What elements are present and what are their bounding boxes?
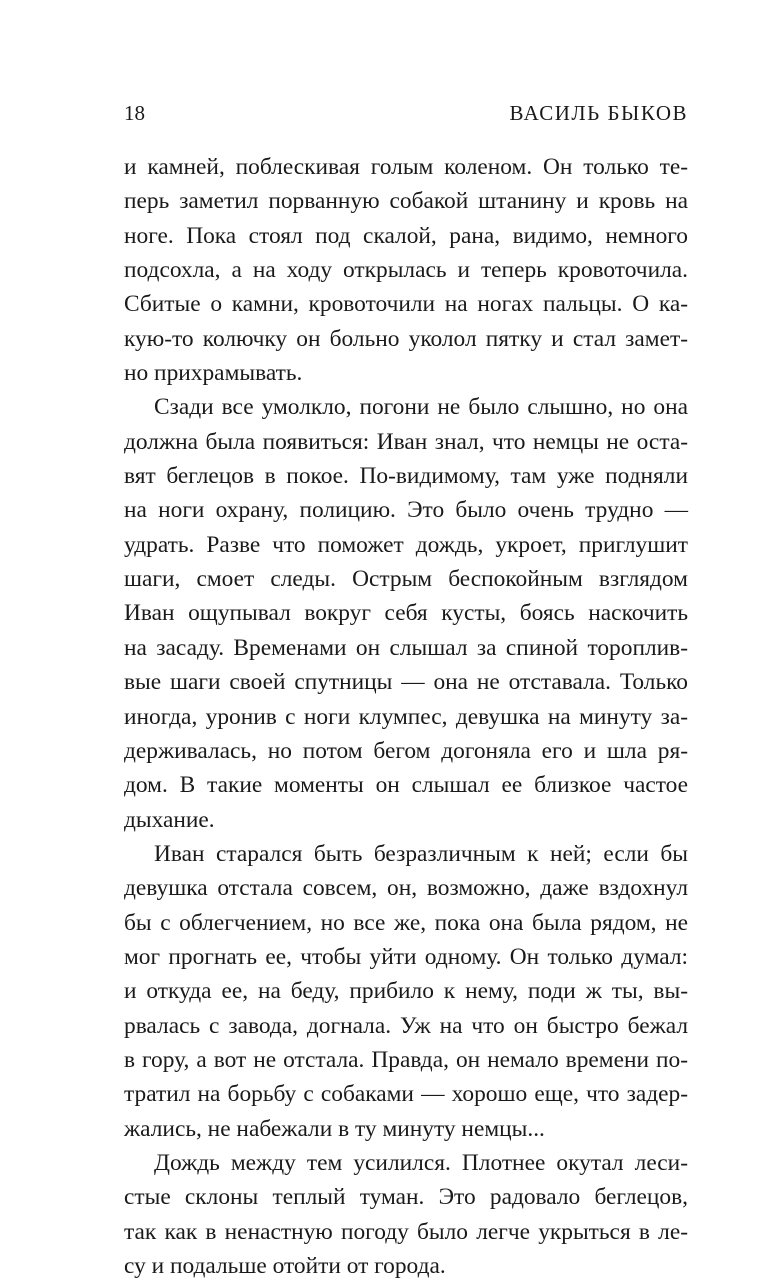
- running-title-author: ВАСИЛЬ БЫКОВ: [509, 101, 688, 125]
- text-line: мог прогнать ее, чтобы уйти одному. Он только думал:: [124, 943, 688, 970]
- page-number: 18: [124, 101, 145, 125]
- text-line: Иван ощупывал вокруг себя кусты, боясь наскочить: [124, 600, 688, 627]
- text-line: тратил на борьбу с собаками — хорошо еще, что задер-: [124, 1081, 688, 1108]
- text-line: дом. В такие моменты он слышал ее близкое частое: [124, 772, 688, 799]
- text-line: в гору, а вот не отстала. Правда, он немало времени по-: [124, 1046, 688, 1073]
- paragraph-2: [124, 390, 688, 836]
- text-line: так как в ненастную погоду было легче укрыться в ле-: [124, 1218, 688, 1245]
- text-line: жались, не набежали в ту минуту немцы...: [124, 1115, 545, 1142]
- paragraph-3: [124, 837, 688, 1146]
- text-line: подсохла, а на ходу открылась и теперь кровоточила.: [124, 257, 688, 284]
- text-line: вые шаги своей спутницы — она не отставала. Только: [124, 669, 688, 696]
- text-line: шаги, смоет следы. Острым беспокойным взглядом: [124, 566, 688, 593]
- text-line: иногда, уронив с ноги клумпес, девушка на минуту за-: [124, 703, 688, 730]
- text-line: и откуда ее, на беду, прибило к нему, поди ж ты, вы-: [124, 978, 688, 1005]
- text-line: Сбитые о камни, кровоточили на ногах пальцы. О ка-: [124, 291, 688, 318]
- paragraph-1: [124, 150, 688, 390]
- text-line: Дождь между тем усилился. Плотнее окутал леси-: [154, 1149, 688, 1176]
- text-line: удрать. Разве что поможет дождь, укроет, приглушит: [124, 531, 688, 558]
- text-line: на засаду. Временами он слышал за спиной тороплив-: [124, 634, 688, 661]
- text-line: су и подальше отойти от города.: [124, 1253, 446, 1279]
- text-line: Иван старался быть безразличным к ней; если бы: [154, 840, 688, 867]
- text-line: девушка отстала совсем, он, возможно, даже вздохнул: [124, 875, 688, 902]
- text-line: вят беглецов в покое. По-видимому, там уже подняли: [124, 463, 688, 490]
- body-text: [124, 150, 688, 1283]
- text-line: но прихрамывать.: [124, 360, 303, 387]
- text-line: и камней, поблескивая голым коленом. Он только те-: [124, 154, 688, 180]
- text-line: перь заметил порванную собакой штанину и кровь на: [124, 188, 688, 215]
- text-line: Сзади все умолкло, погони не было слышно, но она: [154, 394, 688, 421]
- text-line: ноге. Пока стоял под скалой, рана, видимо, немного: [124, 222, 688, 249]
- text-line: дыхание.: [124, 806, 215, 833]
- text-line: рвалась с завода, догнала. Уж на что он быстро бежал: [124, 1012, 688, 1039]
- text-line: кую-то колючку он больно уколол пятку и стал замет-: [124, 325, 688, 352]
- text-line: на ноги охрану, полицию. Это было очень трудно —: [124, 497, 688, 524]
- running-head: [124, 98, 688, 128]
- text-line: бы с облегчением, но все же, пока она была рядом, не: [124, 909, 688, 936]
- text-line: должна была появиться: Иван знал, что немцы не оста-: [124, 428, 688, 455]
- text-line: стые склоны теплый туман. Это радовало беглецов,: [124, 1184, 688, 1211]
- text-line: держивалась, но потом бегом догоняла его и шла ря-: [124, 737, 688, 764]
- paragraph-4: [124, 1146, 688, 1283]
